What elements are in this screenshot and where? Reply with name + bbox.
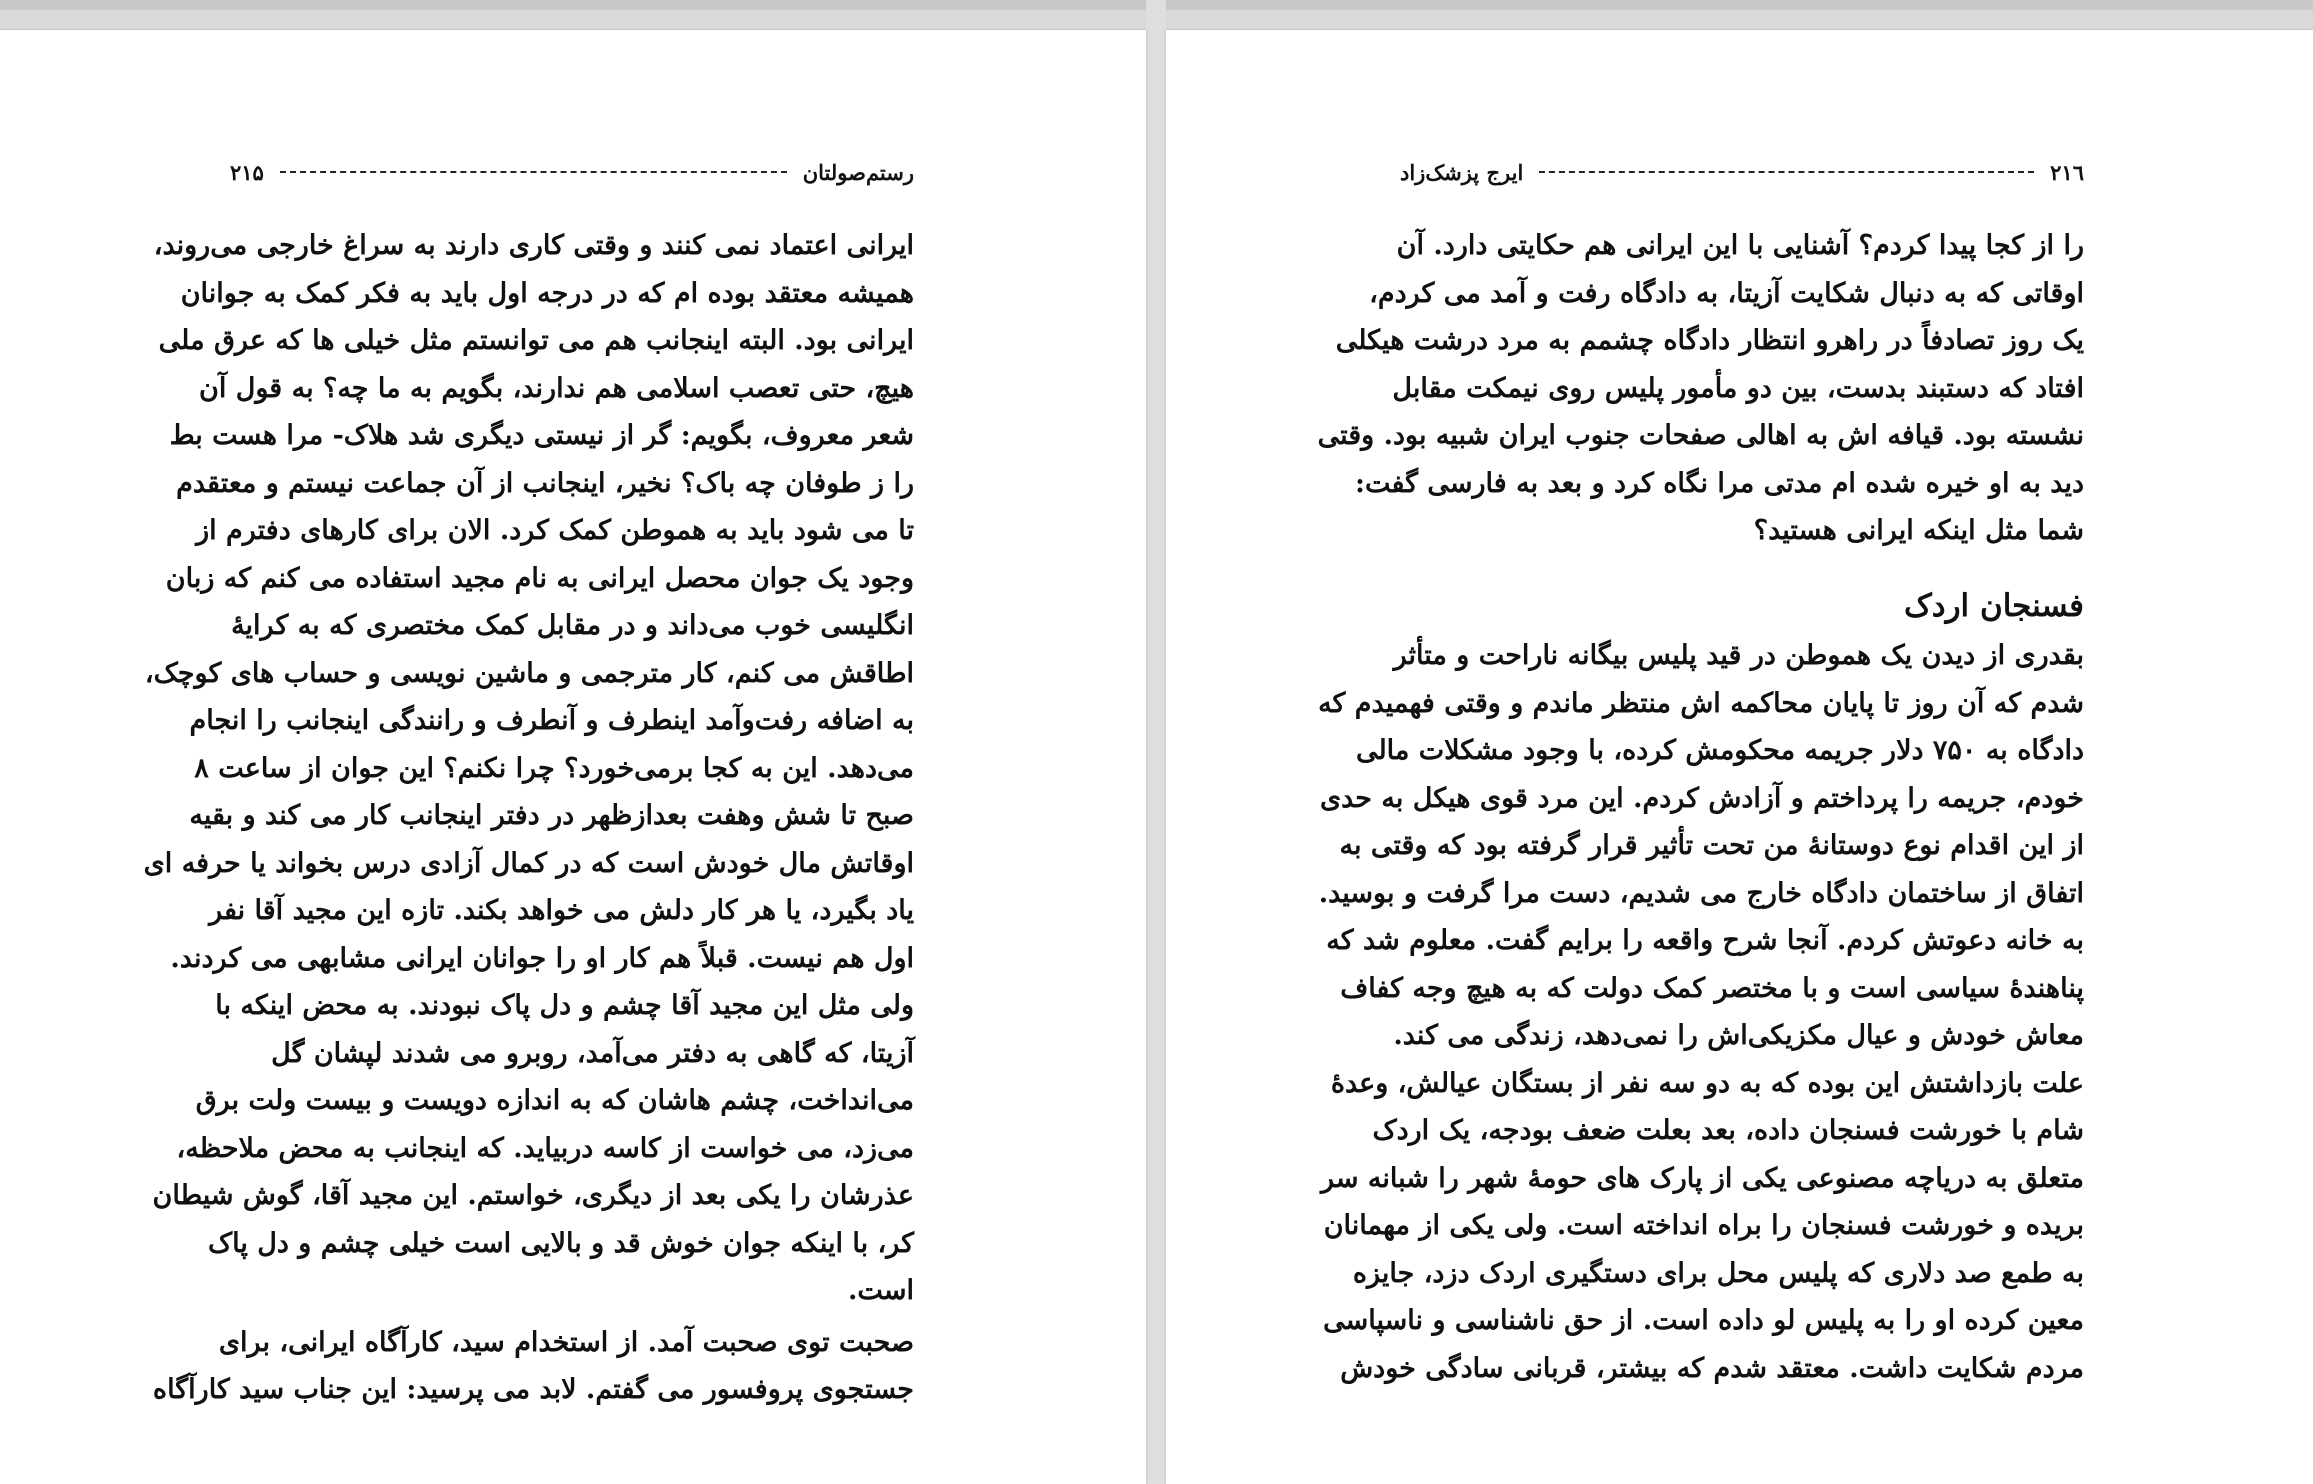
page-body [143,222,914,1414]
page-number: ۲۱٦ [2050,159,2084,185]
text-line: افتاد که دستبند بدست، بین دو مأمور پلیس روی نیمکت مقابل [1392,372,2084,404]
text-line: به طمع صد دلاری که پلیس محل برای دستگیری اردک دزد، جایزه [1352,1257,2084,1289]
text-line: عذرشان را یکی بعد از دیگری، خواستم. این مجید آقا، گوش شیطان [152,1180,914,1211]
text-line: نشسته بود. قیافه اش به اهالی صفحات جنوب ایران شبیه بود. وقتی [1317,420,2084,451]
text-line: تا می شود باید به هموطن کمک کرد. الان برای کارهای دفترم از [196,515,914,546]
header-rule [280,171,787,173]
text-line: اول هم نیست. قبلاً هم کار او را جوانان ایرانی مشابهی می کردند. [170,942,914,974]
text-line: می‌انداخت، چشم هاشان که به اندازه دویست و بیست ولت برق [195,1085,914,1116]
text-line: آزیتا، که گاهی به دفتر می‌آمد، روبرو می شدند لپشان گل [271,1037,914,1069]
text-line: به خانه دعوتش کردم. آنجا شرح واقعه را برایم گفت. معلوم شد که [1326,925,2084,956]
text-line: کر، با اینکه جوان خوش قد و بالایی است خیلی چشم و دل پاک [207,1227,914,1259]
text-line: دید به او خیره شده ام مدتی مرا نگاه کرد و بعد به فارسی گفت: [1355,467,2084,499]
text-line: شما مثل اینکه ایرانی هستید؟ [1753,515,2084,546]
text-line: اوقاتی که به دنبال شکایت آزیتا، به دادگاه رفت و آمد می کردم، [1369,277,2084,309]
page-215[interactable] [0,30,1146,1484]
page-216[interactable] [1166,30,2313,1484]
text-line: همیشه معتقد بوده ام که در درجه اول باید به فکر کمک به جوانان [180,277,914,309]
previous-page-edge [0,0,1146,10]
text-line: ایرانی اعتماد نمی کنند و وقتی کاری دارند به سراغ خارجی می‌روند، [153,230,914,261]
header-title: ایرج پزشک‌زاد [1400,159,1524,185]
text-line: معین کرده او را به پلیس لو داده است. از حق ناشناسی و ناسپاسی [1323,1305,2084,1336]
text-line: بقدری از دیدن یک هموطن در قید پلیس بیگانه ناراحت و متأثر [1393,640,2084,671]
text-line: خودم، جریمه را پرداختم و آزادش کردم. این مرد قوی هیکل به حدی [1320,782,2084,814]
text-line: جستجوی پروفسور می گفتم. لابد می پرسید: این جناب سید کارآگاه [152,1374,914,1405]
text-line: پناهندهٔ سیاسی است و با مختصر کمک دولت که به هیچ وجه کفاف [1340,972,2084,1004]
text-line: است. [847,1275,914,1306]
text-line: صحبت توی صحبت آمد. از استخدام سید، کارآگاه ایرانی، برای [218,1326,914,1358]
header-title: رستم‌صولتان [802,159,914,185]
text-line: شدم که آن روز تا پایان محاکمه اش منتظر ماندم و وقتی فهمیدم که [1318,687,2084,719]
text-line: یک روز تصادفاً در راهرو انتظار دادگاه چشمم به مرد درشت هیکلی [1335,325,2084,356]
header-rule [1539,171,2034,173]
text-line: ایرانی بود. البته اینجانب هم می توانستم مثل خیلی ها که عرق ملی [158,325,914,356]
text-line: را ز طوفان چه باک؟ نخیر، اینجانب از آن جماعت نیستم و معتقدم [176,467,914,499]
text-line: معاش خودش و عیال مکزیکی‌اش را نمی‌دهد، زندگی می کند. [1393,1020,2084,1051]
page-gutter [1146,0,1166,1484]
text-line: شام با خورشت فسنجان داده، بعد بعلت ضعف بودجه، یک اردک [1372,1115,2084,1146]
text-line: اوقاتش مال خودش است که در کمال آزادی درس بخواند یا حرفه ای [143,847,914,879]
text-line: وجود یک جوان محصل ایرانی به نام مجید استفاده می کنم که زبان [165,562,914,594]
section-heading: فسنجان اردک [1904,587,2084,624]
text-line: ولی مثل این مجید آقا چشم و دل پاک نبودند. به محض اینکه با [215,990,914,1021]
text-line: شعر معروف، بگویم: گر از نیستی دیگری شد هلاک- مرا هست بط [169,420,914,451]
text-line: صبح تا شش وهفت بعدازظهر در دفتر اینجانب کار می کند و بقیه [189,800,914,831]
text-line: را از کجا پیدا کردم؟ آشنایی با این ایرانی هم حکایتی دارد. آن [1396,230,2084,261]
text-line: بریده و خورشت فسنجان را براه انداخته است. ولی یکی از مهمانان [1323,1210,2084,1241]
text-line: اتفاق از ساختمان دادگاه خارج می شدیم، دست مرا گرفت و بوسید. [1318,877,2084,909]
running-header [230,152,914,192]
text-line: اطاقش می کنم، کار مترجمی و ماشین نویسی و حساب های کوچک، [144,657,914,689]
text-line: به اضافه رفت‌وآمد اینطرف و آنطرف و رانندگی اینجانب را انجام [189,705,914,736]
page-number: ۲۱۵ [230,159,264,185]
text-line: دادگاه به ۷۵۰ دلار جریمه محکومش کرده، با وجود مشکلات مالی [1355,735,2084,766]
text-line: متعلق به دریاچه مصنوعی یکی از پارک های حومهٔ شهر را شبانه سر [1320,1162,2084,1194]
page-body [1317,222,2084,1392]
text-line: از این اقدام نوع دوستانهٔ من تحت تأثیر قرار گرفته بود که وقتی به [1339,830,2084,861]
text-line: مردم شکایت داشت. معتقد شدم که بیشتر، قربانی سادگی خودش [1340,1352,2084,1384]
text-line: علت بازداشتش این بوده که به دو سه نفر از بستگان عیالش، وعدهٔ [1330,1067,2084,1099]
text-line: می‌زد، می خواست از کاسه دربیاید. که اینجانب به محض ملاحظه، [176,1132,914,1164]
text-line: انگلیسی خوب می‌داند و در مقابل کمک مختصری که به کرایهٔ [231,610,914,641]
running-header [1400,152,2084,192]
text-line: هیچ، حتی تعصب اسلامی هم ندارند، بگویم به ما چه؟ به قول آن [199,372,914,404]
previous-page-edge-right [1166,0,2313,10]
text-line: یاد بگیرد، یا هر کار دلش می خواهد بکند. تازه این مجید آقا نفر [209,895,914,926]
text-line: می‌دهد. این به کجا برمی‌خورد؟ چرا نکنم؟ این جوان از ساعت ۸ [194,752,914,784]
